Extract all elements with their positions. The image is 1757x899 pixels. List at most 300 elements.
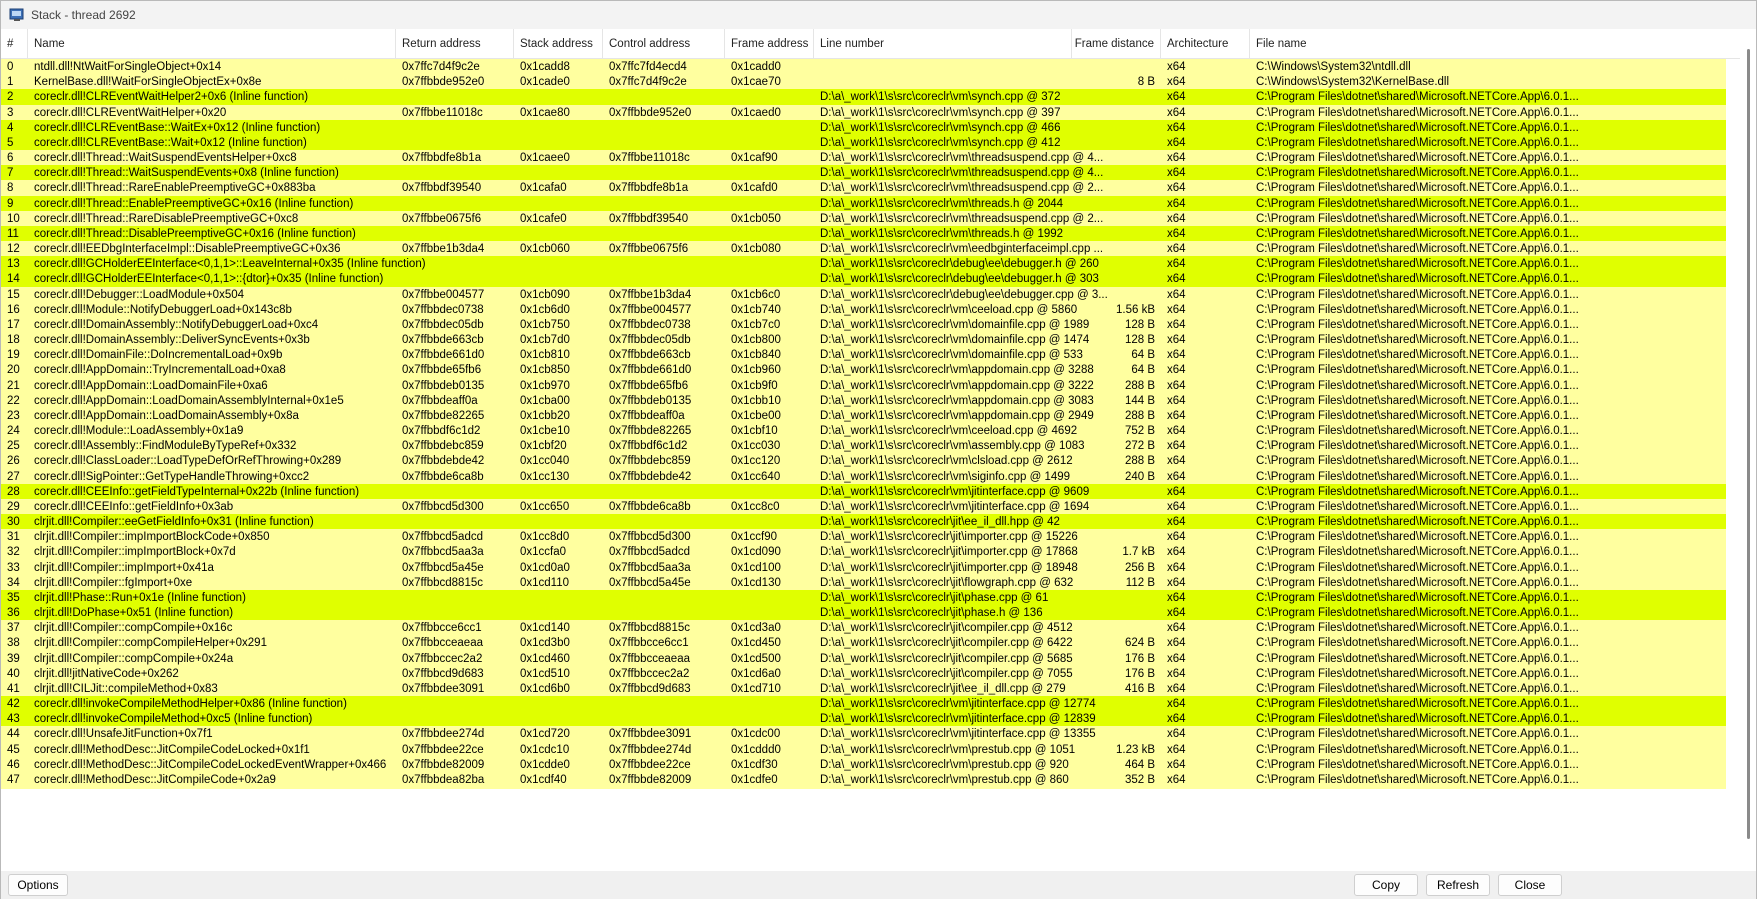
architecture-cell: x64	[1167, 76, 1186, 89]
control-address-cell: 0x7ffbbccec2a2	[609, 667, 690, 680]
frame-name-cell: coreclr.dll!AppDomain::LoadDomainFile+0xa6	[34, 379, 268, 392]
return-address-cell: 0x7ffbbdfe8b1a	[402, 152, 482, 165]
frame-distance-cell: 1.23 kB	[1116, 743, 1155, 756]
architecture-cell: x64	[1167, 500, 1186, 513]
frame-distance-cell: 416 B	[1124, 682, 1155, 695]
frame-number-cell: 13	[7, 258, 20, 271]
frame-name-cell: clrjit.dll!Compiler::eeGetFieldInfo+0x31 (Inline function)	[34, 516, 314, 529]
frame-number-cell: 33	[7, 561, 20, 574]
frame-name-cell: clrjit.dll!Compiler::compCompile+0x24a	[34, 652, 234, 665]
frame-number-cell: 7	[7, 167, 14, 180]
vertical-scrollbar[interactable]	[1740, 29, 1756, 871]
file-name-cell: C:\Program Files\dotnet\shared\Microsoft.NETCore.App\6.0.1...	[1256, 455, 1579, 468]
frame-name-cell: coreclr.dll!CLREventBase::WaitEx+0x12 (Inline function)	[34, 121, 321, 134]
frame-number-cell: 1	[7, 76, 14, 89]
line-number-cell: D:\a\_work\1\s\src\coreclr\vm\appdomain.cpp @ 3288	[820, 364, 1094, 377]
stack-address-cell: 0x1cb850	[520, 364, 570, 377]
frame-address-cell: 0x1cd100	[731, 561, 781, 574]
architecture-cell: x64	[1167, 440, 1186, 453]
frame-address-cell: 0x1cdfe0	[731, 773, 778, 786]
frame-address-cell: 0x1cb050	[731, 212, 781, 225]
control-address-cell: 0x7ffbbcd5aa3a	[609, 561, 691, 574]
frame-address-cell: 0x1cb6c0	[731, 288, 781, 301]
control-address-cell: 0x7ffbbcce6cc1	[609, 637, 689, 650]
file-name-cell: C:\Program Files\dotnet\shared\Microsoft.NETCore.App\6.0.1...	[1256, 485, 1579, 498]
control-address-cell: 0x7ffbbcd5d300	[609, 531, 691, 544]
line-number-cell: D:\a\_work\1\s\src\coreclr\debug\ee\debugger.cpp @ 3...	[820, 288, 1108, 301]
frame-number-cell: 38	[7, 637, 20, 650]
return-address-cell: 0x7ffbbcd8815c	[402, 576, 483, 589]
column-header-name[interactable]: Name	[28, 29, 396, 59]
stack-address-cell: 0x1cd140	[520, 622, 570, 635]
file-name-cell: C:\Program Files\dotnet\shared\Microsoft.NETCore.App\6.0.1...	[1256, 531, 1579, 544]
frame-number-cell: 27	[7, 470, 20, 483]
frame-name-cell: clrjit.dll!Compiler::compCompile+0x16c	[34, 622, 233, 635]
frame-name-cell: coreclr.dll!EEDbgInterfaceImpl::DisablePreemptiveGC+0x36	[34, 243, 341, 256]
file-name-cell: C:\Program Files\dotnet\shared\Microsoft.NETCore.App\6.0.1...	[1256, 303, 1579, 316]
frame-address-cell: 0x1cb080	[731, 243, 781, 256]
stack-address-cell: 0x1cdde0	[520, 758, 570, 771]
frame-name-cell: coreclr.dll!Thread::RareEnablePreemptiveGC+0x883ba	[34, 182, 316, 195]
frame-number-cell: 41	[7, 682, 20, 695]
file-name-cell: C:\Program Files\dotnet\shared\Microsoft.NETCore.App\6.0.1...	[1256, 212, 1579, 225]
frame-name-cell: coreclr.dll!MethodDesc::JitCompileCodeLockedEventWrapper+0x466	[34, 758, 387, 771]
frame-address-cell: 0x1cb9f0	[731, 379, 778, 392]
stack-address-cell: 0x1cb090	[520, 288, 570, 301]
frame-distance-cell: 256 B	[1124, 561, 1155, 574]
frame-address-cell: 0x1cbe00	[731, 409, 781, 422]
line-number-cell: D:\a\_work\1\s\src\coreclr\vm\prestub.cpp @ 920	[820, 758, 1069, 771]
frame-distance-cell: 128 B	[1124, 334, 1155, 347]
file-name-cell: C:\Program Files\dotnet\shared\Microsoft.NETCore.App\6.0.1...	[1256, 440, 1579, 453]
frame-name-cell: coreclr.dll!SigPointer::GetTypeHandleThrowing+0xcc2	[34, 470, 310, 483]
line-number-cell: D:\a\_work\1\s\src\coreclr\vm\appdomain.cpp @ 3083	[820, 394, 1094, 407]
frame-number-cell: 44	[7, 728, 20, 741]
architecture-cell: x64	[1167, 212, 1186, 225]
file-name-cell: C:\Program Files\dotnet\shared\Microsoft.NETCore.App\6.0.1...	[1256, 425, 1579, 438]
stack-address-cell: 0x1cb810	[520, 349, 570, 362]
column-header-file-name[interactable]: File name	[1256, 38, 1307, 50]
architecture-cell: x64	[1167, 61, 1186, 73]
control-address-cell: 0x7ffbbe1b3da4	[609, 288, 692, 301]
frame-number-cell: 9	[7, 197, 14, 210]
return-address-cell: 0x7ffbbdf39540	[402, 182, 482, 195]
frame-name-cell: coreclr.dll!AppDomain::LoadDomainAssemblyInternal+0x1e5	[34, 394, 344, 407]
frame-name-cell: KernelBase.dll!WaitForSingleObjectEx+0x8e	[34, 76, 262, 89]
frame-number-cell: 12	[7, 243, 20, 256]
file-name-cell: C:\Program Files\dotnet\shared\Microsoft.NETCore.App\6.0.1...	[1256, 197, 1579, 210]
column-header	[1, 29, 1740, 59]
control-address-cell: 0x7ffbbdec0738	[609, 318, 691, 331]
return-address-cell: 0x7ffbbdebc859	[402, 440, 484, 453]
frame-address-cell: 0x1cd130	[731, 576, 781, 589]
architecture-cell: x64	[1167, 167, 1186, 180]
line-number-cell: D:\a\_work\1\s\src\coreclr\jit\phase.h @ 136	[820, 607, 1043, 620]
frame-address-cell: 0x1cafd0	[731, 182, 778, 195]
return-address-cell: 0x7ffbbdee22ce	[402, 743, 484, 756]
options-button[interactable]: Options	[8, 874, 68, 896]
control-address-cell: 0x7ffbbcd5adcd	[609, 546, 690, 559]
return-address-cell: 0x7ffbbde661d0	[402, 349, 485, 362]
line-number-cell: D:\a\_work\1\s\src\coreclr\vm\ceeload.cpp @ 4692	[820, 425, 1078, 438]
architecture-cell: x64	[1167, 91, 1186, 104]
architecture-cell: x64	[1167, 455, 1186, 468]
frame-name-cell: clrjit.dll!Compiler::impImportBlockCode+0x850	[34, 531, 270, 544]
frame-address-cell: 0x1cc120	[731, 455, 781, 468]
frame-name-cell: coreclr.dll!Debugger::LoadModule+0x504	[34, 288, 245, 301]
stack-address-cell: 0x1cbb20	[520, 409, 570, 422]
frame-name-cell: coreclr.dll!invokeCompileMethod+0xc5 (Inline function)	[34, 713, 313, 726]
frame-name-cell: coreclr.dll!UnsafeJitFunction+0x7f1	[34, 728, 213, 741]
line-number-cell: D:\a\_work\1\s\src\coreclr\vm\appdomain.cpp @ 2949	[820, 409, 1094, 422]
control-address-cell: 0x7ffbbdebde42	[609, 470, 692, 483]
line-number-cell: D:\a\_work\1\s\src\coreclr\vm\threadsuspend.cpp @ 4...	[820, 167, 1104, 180]
line-number-cell: D:\a\_work\1\s\src\coreclr\vm\domainfile.cpp @ 533	[820, 349, 1083, 362]
return-address-cell: 0x7ffbbe1b3da4	[402, 243, 485, 256]
architecture-cell: x64	[1167, 425, 1186, 438]
frame-number-cell: 17	[7, 318, 20, 331]
frame-address-cell: 0x1cc8c0	[731, 500, 780, 513]
button-bar	[1, 871, 1756, 899]
return-address-cell: 0x7ffbbe0675f6	[402, 212, 482, 225]
column-header-line-number[interactable]: Line number	[814, 29, 1072, 59]
line-number-cell: D:\a\_work\1\s\src\coreclr\jit\ee_il_dll.cpp @ 279	[820, 682, 1066, 695]
stack-address-cell: 0x1cb6d0	[520, 303, 570, 316]
file-name-cell: C:\Program Files\dotnet\shared\Microsoft.NETCore.App\6.0.1...	[1256, 500, 1579, 513]
return-address-cell: 0x7ffbbdec05db	[402, 318, 484, 331]
file-name-cell: C:\Program Files\dotnet\shared\Microsoft.NETCore.App\6.0.1...	[1256, 652, 1579, 665]
frame-address-cell: 0x1cadd0	[731, 61, 781, 73]
return-address-cell: 0x7ffbbdf6c1d2	[402, 425, 481, 438]
return-address-cell: 0x7ffbbde952e0	[402, 76, 485, 89]
frame-name-cell: clrjit.dll!CILJit::compileMethod+0x83	[34, 682, 218, 695]
column-header-number[interactable]: #	[1, 29, 28, 59]
line-number-cell: D:\a\_work\1\s\src\coreclr\vm\jitinterface.cpp @ 12774	[820, 698, 1096, 711]
frame-name-cell: coreclr.dll!Thread::WaitSuspendEvents+0x8 (Inline function)	[34, 167, 339, 180]
stack-address-cell: 0x1cae80	[520, 106, 570, 119]
frame-address-cell: 0x1cc030	[731, 440, 781, 453]
frame-name-cell: coreclr.dll!Thread::DisablePreemptiveGC+0x16 (Inline function)	[34, 227, 356, 240]
control-address-cell: 0x7ffbbde82265	[609, 425, 692, 438]
line-number-cell: D:\a\_work\1\s\src\coreclr\vm\jitinterface.cpp @ 9609	[820, 485, 1090, 498]
frame-number-cell: 30	[7, 516, 20, 529]
line-number-cell: D:\a\_work\1\s\src\coreclr\vm\clsload.cpp @ 2612	[820, 455, 1073, 468]
frame-name-cell: coreclr.dll!Thread::RareDisablePreemptiveGC+0xc8	[34, 212, 299, 225]
frame-distance-cell: 1.56 kB	[1116, 303, 1155, 316]
frame-distance-cell: 752 B	[1124, 425, 1155, 438]
line-number-cell: D:\a\_work\1\s\src\coreclr\vm\threadsuspend.cpp @ 4...	[820, 152, 1104, 165]
architecture-cell: x64	[1167, 121, 1186, 134]
frame-number-cell: 25	[7, 440, 20, 453]
return-address-cell: 0x7ffbbdea82ba	[402, 773, 485, 786]
architecture-cell: x64	[1167, 637, 1186, 650]
file-name-cell: C:\Program Files\dotnet\shared\Microsoft.NETCore.App\6.0.1...	[1256, 334, 1579, 347]
frame-number-cell: 36	[7, 607, 20, 620]
frame-address-cell: 0x1cb800	[731, 334, 781, 347]
file-name-cell: C:\Program Files\dotnet\shared\Microsoft.NETCore.App\6.0.1...	[1256, 318, 1579, 331]
file-name-cell: C:\Windows\System32\KernelBase.dll	[1256, 76, 1450, 89]
return-address-cell: 0x7ffbbde65fb6	[402, 364, 482, 377]
frame-distance-cell: 288 B	[1124, 379, 1155, 392]
line-number-cell: D:\a\_work\1\s\src\coreclr\jit\compiler.cpp @ 4512	[820, 622, 1073, 635]
architecture-cell: x64	[1167, 546, 1186, 559]
control-address-cell: 0x7ffbbdec05db	[609, 334, 691, 347]
frame-name-cell: ntdll.dll!NtWaitForSingleObject+0x14	[34, 61, 222, 73]
file-name-cell: C:\Program Files\dotnet\shared\Microsoft.NETCore.App\6.0.1...	[1256, 258, 1579, 271]
architecture-cell: x64	[1167, 409, 1186, 422]
return-address-cell: 0x7ffbbdee274d	[402, 728, 485, 741]
frame-number-cell: 18	[7, 334, 20, 347]
frame-address-cell: 0x1cbb10	[731, 394, 781, 407]
frame-address-cell: 0x1cb960	[731, 364, 781, 377]
frame-number-cell: 8	[7, 182, 14, 195]
frame-number-cell: 0	[7, 61, 14, 73]
architecture-cell: x64	[1167, 622, 1186, 635]
frame-distance-cell: 288 B	[1124, 409, 1155, 422]
control-address-cell: 0x7ffc7fd4ecd4	[609, 61, 687, 73]
architecture-cell: x64	[1167, 576, 1186, 589]
return-address-cell: 0x7ffbbcd5d300	[402, 500, 484, 513]
line-number-cell: D:\a\_work\1\s\src\coreclr\jit\compiler.cpp @ 7055	[820, 667, 1073, 680]
architecture-cell: x64	[1167, 303, 1186, 316]
control-address-cell: 0x7ffbbe004577	[609, 303, 692, 316]
title-bar	[1, 1, 1756, 29]
frame-distance-cell: 176 B	[1124, 667, 1155, 680]
control-address-cell: 0x7ffc7d4f9c2e	[609, 76, 687, 89]
control-address-cell: 0x7ffbbdee3091	[609, 728, 692, 741]
line-number-cell: D:\a\_work\1\s\src\coreclr\vm\synch.cpp @ 412	[820, 136, 1061, 149]
control-address-cell: 0x7ffbbde661d0	[609, 364, 692, 377]
control-address-cell: 0x7ffbbdeaff0a	[609, 409, 685, 422]
column-header-frame-address[interactable]: Frame address	[725, 29, 814, 59]
frame-name-cell: coreclr.dll!Module::LoadAssembly+0x1a9	[34, 425, 244, 438]
stack-address-cell: 0x1cbe10	[520, 425, 570, 438]
stack-address-cell: 0x1cd110	[520, 576, 570, 589]
copy-button[interactable]: Copy	[1354, 874, 1418, 896]
architecture-cell: x64	[1167, 197, 1186, 210]
frame-number-cell: 16	[7, 303, 20, 316]
file-name-cell: C:\Program Files\dotnet\shared\Microsoft.NETCore.App\6.0.1...	[1256, 379, 1579, 392]
frame-distance-cell: 464 B	[1124, 758, 1155, 771]
return-address-cell: 0x7ffbbcd5a45e	[402, 561, 484, 574]
architecture-cell: x64	[1167, 136, 1186, 149]
frame-number-cell: 22	[7, 394, 20, 407]
file-name-cell: C:\Program Files\dotnet\shared\Microsoft.NETCore.App\6.0.1...	[1256, 136, 1579, 149]
scrollbar-thumb[interactable]	[1747, 49, 1750, 839]
file-name-cell: C:\Program Files\dotnet\shared\Microsoft.NETCore.App\6.0.1...	[1256, 121, 1579, 134]
file-name-cell: C:\Program Files\dotnet\shared\Microsoft.NETCore.App\6.0.1...	[1256, 394, 1579, 407]
frame-address-cell: 0x1cd450	[731, 637, 781, 650]
frame-name-cell: coreclr.dll!MethodDesc::JitCompileCodeLocked+0x1f1	[34, 743, 310, 756]
frame-name-cell: coreclr.dll!Module::NotifyDebuggerLoad+0x143c8b	[34, 303, 292, 316]
return-address-cell: 0x7ffbbdec0738	[402, 303, 484, 316]
column-header-architecture[interactable]: Architecture	[1161, 29, 1250, 59]
file-name-cell: C:\Program Files\dotnet\shared\Microsoft.NETCore.App\6.0.1...	[1256, 349, 1579, 362]
return-address-cell: 0x7ffbbdeb0135	[402, 379, 485, 392]
architecture-cell: x64	[1167, 773, 1186, 786]
return-address-cell: 0x7ffbbcce6cc1	[402, 622, 482, 635]
architecture-cell: x64	[1167, 470, 1186, 483]
line-number-cell: D:\a\_work\1\s\src\coreclr\jit\importer.cpp @ 17868	[820, 546, 1078, 559]
line-number-cell: D:\a\_work\1\s\src\coreclr\vm\domainfile.cpp @ 1989	[820, 318, 1090, 331]
line-number-cell: D:\a\_work\1\s\src\coreclr\jit\importer.cpp @ 18948	[820, 561, 1078, 574]
frame-address-cell: 0x1cc640	[731, 470, 781, 483]
column-header-control-address[interactable]: Control address	[603, 29, 725, 59]
frame-name-cell: coreclr.dll!CLREventWaitHelper2+0x6 (Inline function)	[34, 91, 309, 104]
stack-address-cell: 0x1caee0	[520, 152, 570, 165]
stack-address-cell: 0x1cb750	[520, 318, 570, 331]
frame-number-cell: 10	[7, 212, 20, 225]
frame-name-cell: coreclr.dll!AppDomain::TryIncrementalLoad+0xa8	[34, 364, 286, 377]
frame-number-cell: 31	[7, 531, 20, 544]
frame-distance-cell: 624 B	[1124, 637, 1155, 650]
return-address-cell: 0x7ffbbde82009	[402, 758, 485, 771]
control-address-cell: 0x7ffbbde6ca8b	[609, 500, 691, 513]
return-address-cell: 0x7ffbbde82265	[402, 409, 485, 422]
return-address-cell: 0x7ffbbdebde42	[402, 455, 485, 468]
line-number-cell: D:\a\_work\1\s\src\coreclr\vm\jitinterface.cpp @ 13355	[820, 728, 1096, 741]
line-number-cell: D:\a\_work\1\s\src\coreclr\debug\ee\debugger.h @ 303	[820, 273, 1099, 286]
architecture-cell: x64	[1167, 318, 1186, 331]
column-header-frame-distance[interactable]: Frame distance	[1072, 29, 1161, 59]
architecture-cell: x64	[1167, 531, 1186, 544]
frame-name-cell: clrjit.dll!Compiler::impImport+0x41a	[34, 561, 214, 574]
control-address-cell: 0x7ffbbde952e0	[609, 106, 692, 119]
architecture-cell: x64	[1167, 728, 1186, 741]
frame-number-cell: 23	[7, 409, 20, 422]
return-address-cell: 0x7ffbbcd9d683	[402, 667, 484, 680]
frame-number-cell: 21	[7, 379, 20, 392]
stack-address-cell: 0x1cc040	[520, 455, 570, 468]
control-address-cell: 0x7ffbbcceaeaa	[609, 652, 690, 665]
frame-distance-cell: 176 B	[1124, 652, 1155, 665]
architecture-cell: x64	[1167, 667, 1186, 680]
stack-address-cell: 0x1cdc10	[520, 743, 570, 756]
file-name-cell: C:\Program Files\dotnet\shared\Microsoft.NETCore.App\6.0.1...	[1256, 728, 1579, 741]
frame-name-cell: coreclr.dll!Thread::EnablePreemptiveGC+0x16 (Inline function)	[34, 197, 354, 210]
close-button[interactable]: Close	[1498, 874, 1562, 896]
frame-distance-cell: 1.7 kB	[1122, 546, 1155, 559]
return-address-cell: 0x7ffbbde6ca8b	[402, 470, 484, 483]
stack-address-cell: 0x1cadd8	[520, 61, 570, 73]
control-address-cell: 0x7ffbbe0675f6	[609, 243, 689, 256]
frame-distance-cell: 240 B	[1124, 470, 1155, 483]
stack-address-cell: 0x1cd720	[520, 728, 570, 741]
architecture-cell: x64	[1167, 394, 1186, 407]
file-name-cell: C:\Program Files\dotnet\shared\Microsoft.NETCore.App\6.0.1...	[1256, 622, 1579, 635]
line-number-cell: D:\a\_work\1\s\src\coreclr\vm\synch.cpp @ 372	[820, 91, 1061, 104]
frame-distance-cell: 64 B	[1131, 364, 1155, 377]
frame-address-cell: 0x1cbf10	[731, 425, 778, 438]
architecture-cell: x64	[1167, 713, 1186, 726]
file-name-cell: C:\Program Files\dotnet\shared\Microsoft.NETCore.App\6.0.1...	[1256, 227, 1579, 240]
control-address-cell: 0x7ffbbdf39540	[609, 212, 689, 225]
line-number-cell: D:\a\_work\1\s\src\coreclr\vm\threadsuspend.cpp @ 2...	[820, 182, 1104, 195]
frame-name-cell: coreclr.dll!DomainFile::DoIncrementalLoad+0x9b	[34, 349, 283, 362]
stack-address-cell: 0x1cb7d0	[520, 334, 570, 347]
column-header-stack-address[interactable]: Stack address	[514, 29, 603, 59]
architecture-cell: x64	[1167, 743, 1186, 756]
file-name-cell: C:\Program Files\dotnet\shared\Microsoft.NETCore.App\6.0.1...	[1256, 743, 1579, 756]
frame-number-cell: 26	[7, 455, 20, 468]
return-address-cell: 0x7ffbbcceaeaa	[402, 637, 483, 650]
return-address-cell: 0x7ffbbcd5aa3a	[402, 546, 484, 559]
refresh-button[interactable]: Refresh	[1426, 874, 1490, 896]
file-name-cell: C:\Program Files\dotnet\shared\Microsoft.NETCore.App\6.0.1...	[1256, 773, 1579, 786]
frame-address-cell: 0x1cd6a0	[731, 667, 781, 680]
frame-number-cell: 19	[7, 349, 20, 362]
frame-name-cell: clrjit.dll!Compiler::fgImport+0xe	[34, 576, 193, 589]
return-address-cell: 0x7ffbbe11018c	[402, 106, 483, 119]
architecture-cell: x64	[1167, 561, 1186, 574]
frame-name-cell: clrjit.dll!Compiler::impImportBlock+0x7d	[34, 546, 236, 559]
line-number-cell: D:\a\_work\1\s\src\coreclr\vm\ceeload.cpp @ 5860	[820, 303, 1078, 316]
line-number-cell: D:\a\_work\1\s\src\coreclr\vm\siginfo.cpp @ 1499	[820, 470, 1071, 483]
file-name-cell: C:\Program Files\dotnet\shared\Microsoft.NETCore.App\6.0.1...	[1256, 758, 1579, 771]
column-header-return-address[interactable]: Return address	[396, 29, 514, 59]
architecture-cell: x64	[1167, 698, 1186, 711]
frame-address-cell: 0x1cd090	[731, 546, 781, 559]
frame-name-cell: coreclr.dll!Assembly::FindModuleByTypeRef+0x332	[34, 440, 297, 453]
stack-address-cell: 0x1cb060	[520, 243, 570, 256]
file-name-cell: C:\Program Files\dotnet\shared\Microsoft.NETCore.App\6.0.1...	[1256, 288, 1579, 301]
frame-name-cell: coreclr.dll!CLREventWaitHelper+0x20	[34, 106, 227, 119]
architecture-cell: x64	[1167, 591, 1186, 604]
frame-name-cell: coreclr.dll!CEEInfo::getFieldTypeInternal+0x22b (Inline function)	[34, 485, 360, 498]
architecture-cell: x64	[1167, 334, 1186, 347]
control-address-cell: 0x7ffbbdee274d	[609, 743, 692, 756]
frame-number-cell: 42	[7, 698, 20, 711]
line-number-cell: D:\a\_work\1\s\src\coreclr\vm\threads.h @ 1992	[820, 227, 1064, 240]
frame-name-cell: clrjit.dll!jitNativeCode+0x262	[34, 667, 179, 680]
file-name-cell: C:\Program Files\dotnet\shared\Microsoft.NETCore.App\6.0.1...	[1256, 607, 1579, 620]
frame-name-cell: coreclr.dll!CEEInfo::getFieldInfo+0x3ab	[34, 500, 234, 513]
frame-number-cell: 11	[7, 227, 19, 240]
architecture-cell: x64	[1167, 258, 1186, 271]
stack-frame-list[interactable]	[1, 59, 1726, 871]
return-address-cell: 0x7ffbbcd5adcd	[402, 531, 483, 544]
line-number-cell: D:\a\_work\1\s\src\coreclr\vm\prestub.cpp @ 1051	[820, 743, 1076, 756]
frame-name-cell: coreclr.dll!Thread::WaitSuspendEventsHelper+0xc8	[34, 152, 297, 165]
stack-address-cell: 0x1cd3b0	[520, 637, 570, 650]
line-number-cell: D:\a\_work\1\s\src\coreclr\debug\ee\debugger.h @ 260	[820, 258, 1099, 271]
file-name-cell: C:\Program Files\dotnet\shared\Microsoft.NETCore.App\6.0.1...	[1256, 682, 1579, 695]
line-number-cell: D:\a\_work\1\s\src\coreclr\jit\ee_il_dll.hpp @ 42	[820, 516, 1060, 529]
control-address-cell: 0x7ffbbdeb0135	[609, 394, 692, 407]
file-name-cell: C:\Program Files\dotnet\shared\Microsoft.NETCore.App\6.0.1...	[1256, 637, 1579, 650]
frame-number-cell: 47	[7, 773, 20, 786]
control-address-cell: 0x7ffbbcd5a45e	[609, 576, 691, 589]
frame-number-cell: 39	[7, 652, 20, 665]
table-row[interactable]	[1, 772, 1726, 789]
line-number-cell: D:\a\_work\1\s\src\coreclr\vm\threads.h @ 2044	[820, 197, 1064, 210]
frame-number-cell: 29	[7, 500, 20, 513]
architecture-cell: x64	[1167, 273, 1186, 286]
architecture-cell: x64	[1167, 485, 1186, 498]
architecture-cell: x64	[1167, 243, 1186, 256]
app-icon	[9, 7, 25, 23]
architecture-cell: x64	[1167, 652, 1186, 665]
line-number-cell: D:\a\_work\1\s\src\coreclr\vm\eedbginterfaceimpl.cpp ...	[820, 243, 1104, 256]
frame-number-cell: 24	[7, 425, 20, 438]
architecture-cell: x64	[1167, 379, 1186, 392]
frame-number-cell: 6	[7, 152, 14, 165]
architecture-cell: x64	[1167, 364, 1186, 377]
control-address-cell: 0x7ffbbcd8815c	[609, 622, 690, 635]
stack-address-cell: 0x1cd6b0	[520, 682, 570, 695]
architecture-cell: x64	[1167, 758, 1186, 771]
stack-address-cell: 0x1cc650	[520, 500, 570, 513]
